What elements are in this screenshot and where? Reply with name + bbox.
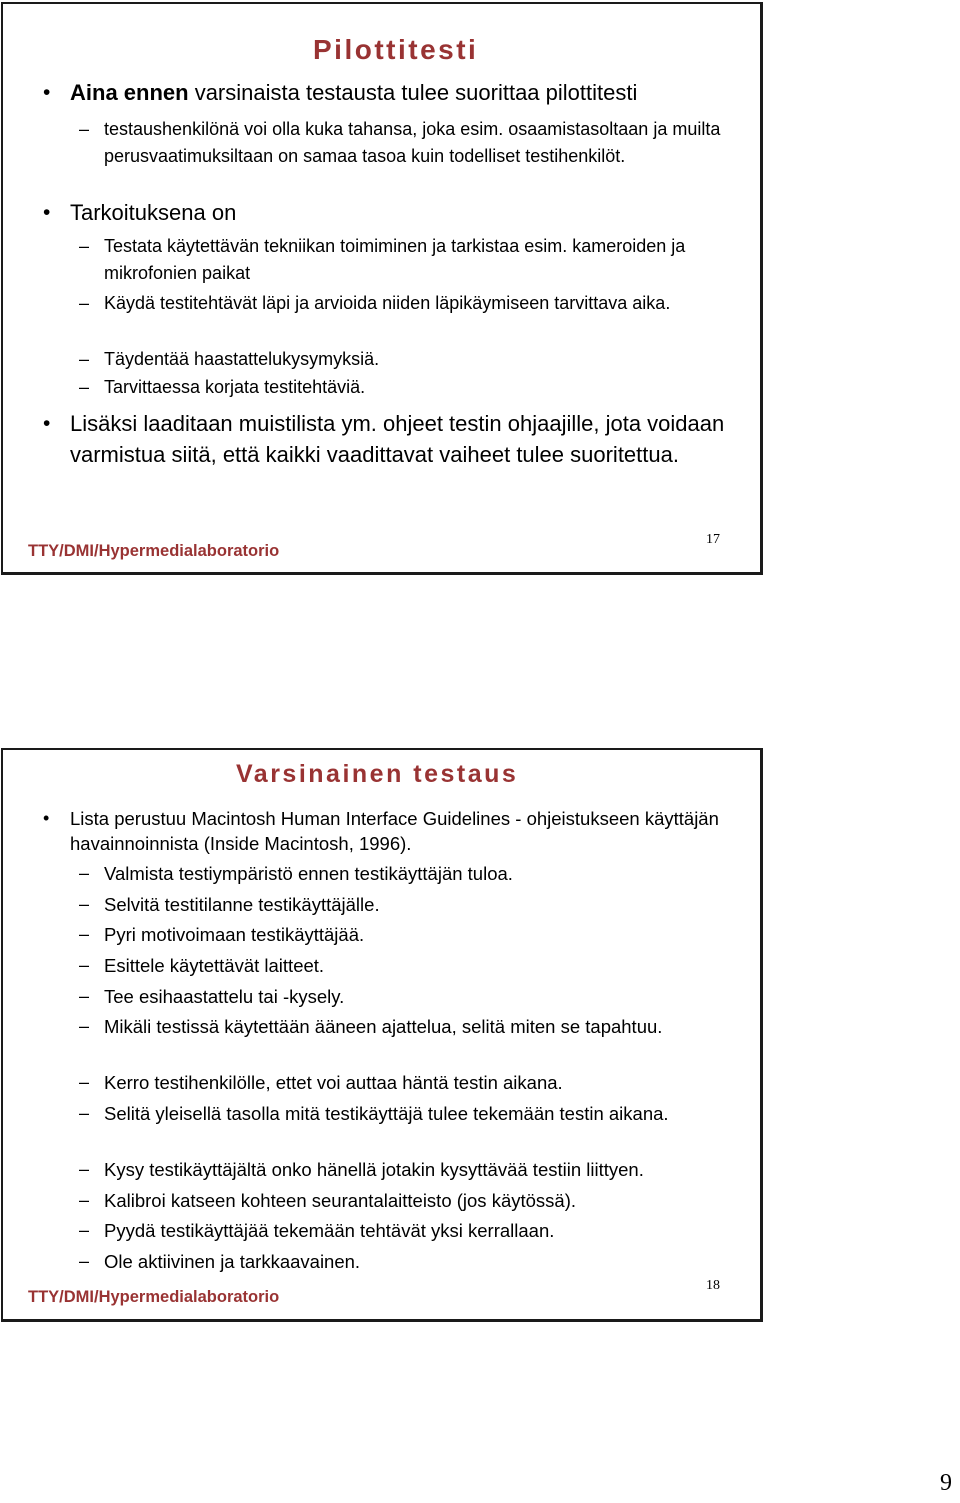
dash-text: Kysy testikäyttäjältä onko hänellä jotakin kysyttävää testiin liittyen. [104,1159,644,1180]
dash-text: Pyri motivoimaan testikäyttäjää. [104,924,365,945]
dash-icon: – [79,377,90,397]
slide-number: 18 [706,1278,720,1293]
bullet-text: Lista perustuu Macintosh Human Interface Guidelines - ohjeistukseen käyttäjän havainnoinnista (Inside Macintosh, 1996). [70,808,719,854]
dash-icon: – [79,1103,90,1123]
dash-text: Tee esihaastattelu tai -kysely. [104,986,345,1007]
dash-icon: – [79,236,90,256]
dash-icon: – [79,1016,90,1036]
bullet-icon: • [43,201,51,224]
dash-text: testaushenkilönä voi olla kuka tahansa, joka esim. osaamistasoltaan ja muilta perusvaatimuksiltaan on samaa tasoa kuin todelliset testihenkilöt. [104,119,721,166]
dash-icon: – [79,955,90,975]
dash-text: Mikäli testissä käytettään ääneen ajattelua, selitä miten se tapahtuu. [104,1016,663,1037]
dash-icon: – [79,293,90,313]
bullet-text: Tarkoituksena on [70,200,237,225]
dash-icon: – [79,1190,90,1210]
dash-icon: – [79,1220,90,1240]
dash-icon: – [79,863,90,883]
dash-icon: – [79,986,90,1006]
slide-18 [1,748,763,1322]
dash-text: Esittele käytettävät laitteet. [104,955,325,976]
dash-text: Selitä yleisellä tasolla mitä testikäyttäjä tulee tekemään testin aikana. [104,1103,669,1124]
bullet-icon: • [43,808,50,828]
dash-text: Ole aktiivinen ja tarkkaavainen. [104,1251,361,1272]
slide-title: Varsinainen testaus [236,760,519,788]
dash-text: Kalibroi katseen kohteen seurantalaitteisto (jos käytössä). [104,1190,577,1211]
bullet-icon: • [43,81,51,104]
dash-icon: – [79,1072,90,1092]
dash-text: Täydentää haastattelukysymyksiä. [104,349,380,369]
slide-17 [1,2,763,575]
bold-lead: Aina ennen [70,80,189,105]
dash-text: Kerro testihenkilölle, ettet voi auttaa häntä testin aikana. [104,1072,563,1093]
bullet-text: varsinaista testausta tulee suorittaa pilottitesti [188,80,638,105]
dash-icon: – [79,1159,90,1179]
bullet-text: Lisäksi laaditaan muistilista ym. ohjeet testin ohjaajille, jota voidaan varmistua siitä, että kaikki vaadittavat vaiheet tulee suoritettua. [70,411,725,467]
dash-text: Tarvittaessa korjata testitehtäviä. [104,377,366,397]
dash-icon: – [79,119,90,139]
dash-text: Käydä testitehtävät läpi ja arvioida niiden läpikäymiseen tarvittava aika. [104,293,671,313]
dash-text: Pyydä testikäyttäjää tekemään tehtävät yksi kerrallaan. [104,1220,555,1241]
dash-icon: – [79,1251,90,1271]
dash-text: Valmista testiympäristö ennen testikäyttäjän tuloa. [104,863,513,884]
dash-icon: – [79,349,90,369]
dash-icon: – [79,924,90,944]
footer-lab-name: TTY/DMI/Hypermedialaboratorio [28,542,280,560]
footer-lab-name: TTY/DMI/Hypermedialaboratorio [28,1288,280,1306]
slide-number: 17 [706,532,720,547]
dash-text: Testata käytettävän tekniikan toimiminen ja tarkistaa esim. kameroiden ja mikrofonien paikat [104,236,686,283]
dash-icon: – [79,894,90,914]
bullet-icon: • [43,412,51,435]
slide-title: Pilottitesti [313,34,479,65]
dash-text: Selvitä testitilanne testikäyttäjälle. [104,894,380,915]
page-number: 9 [940,1470,952,1496]
